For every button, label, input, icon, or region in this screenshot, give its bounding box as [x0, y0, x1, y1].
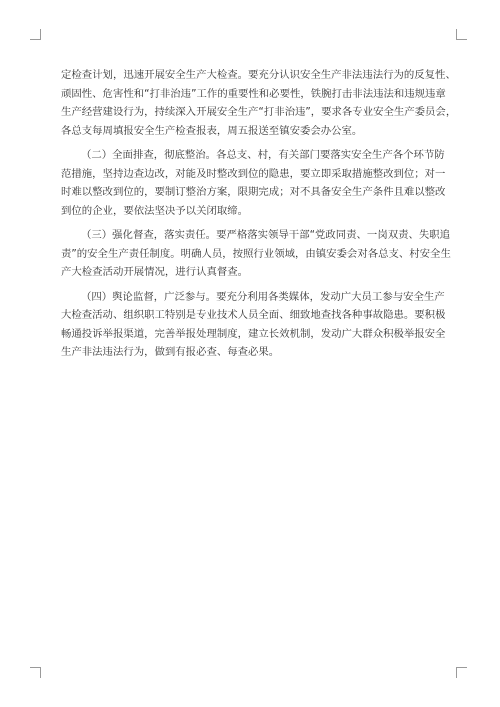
text-line: （四）舆论监督，广泛参与。要充分利用各类媒体，发动广大员工参与安全生产	[81, 290, 445, 303]
text-line: 各总支每周填报安全生产检查报表，周五报送至镇安委会办公室。	[61, 124, 363, 137]
crop-mark-top-right	[456, 29, 467, 40]
crop-mark-top-left	[30, 29, 41, 40]
text-line: 生产非法违法行为，做到有报必查、每查必果。	[61, 346, 280, 358]
text-line: 时难以整改到位的，要制订整治方案，限期完成；对不具备安全生产条件且难以整改	[61, 186, 446, 198]
paragraph-2	[61, 146, 446, 220]
crop-mark-bottom-left	[30, 667, 41, 678]
crop-mark-bottom-right	[456, 667, 467, 678]
document-body	[61, 66, 457, 368]
paragraph-3	[61, 226, 451, 282]
text-line: 顽固性、危害性和“打非治违”工作的重要性和必要性，铁腕打击非法违法和违规违章	[61, 87, 446, 100]
paragraph-4	[61, 288, 446, 362]
text-line: 产大检查活动开展情况，进行认真督查。	[61, 266, 249, 278]
text-line: 大检查活动、组织职工特别是专业技术人员全面、细致地查找各种事故隐患。要积极	[61, 309, 446, 321]
text-line: （二）全面排查，彻底整治。各总支、村，有关部门要落实安全生产各个环节防	[81, 149, 445, 161]
text-line: 到位的企业，要依法坚决予以关闭取缔。	[61, 204, 249, 217]
text-line: 生产经营建设行为，持续深入开展安全生产“打非治违”，要求各专业安全生产委员会，	[61, 106, 457, 118]
text-line: 畅通投诉举报渠道，完善举报处理制度，建立长效机制，发动广大群众积极举报安全	[61, 327, 446, 340]
text-line: （三）强化督查，落实责任。要严格落实领导干部“党政同责、一岗双责、失职追	[81, 229, 451, 241]
text-line: 责”的安全生产责任制度。明确人员，按照行业领域，由镇安委会对各总支、村安全生	[61, 247, 451, 260]
text-line: 范措施，坚持边查边改，对能及时整改到位的隐患，要立即采取措施整改到位；对一	[61, 167, 446, 180]
paragraph-1	[61, 66, 457, 140]
text-line: 定检查计划，迅速开展安全生产大检查。要充分认识安全生产非法违法行为的反复性、	[61, 69, 456, 81]
